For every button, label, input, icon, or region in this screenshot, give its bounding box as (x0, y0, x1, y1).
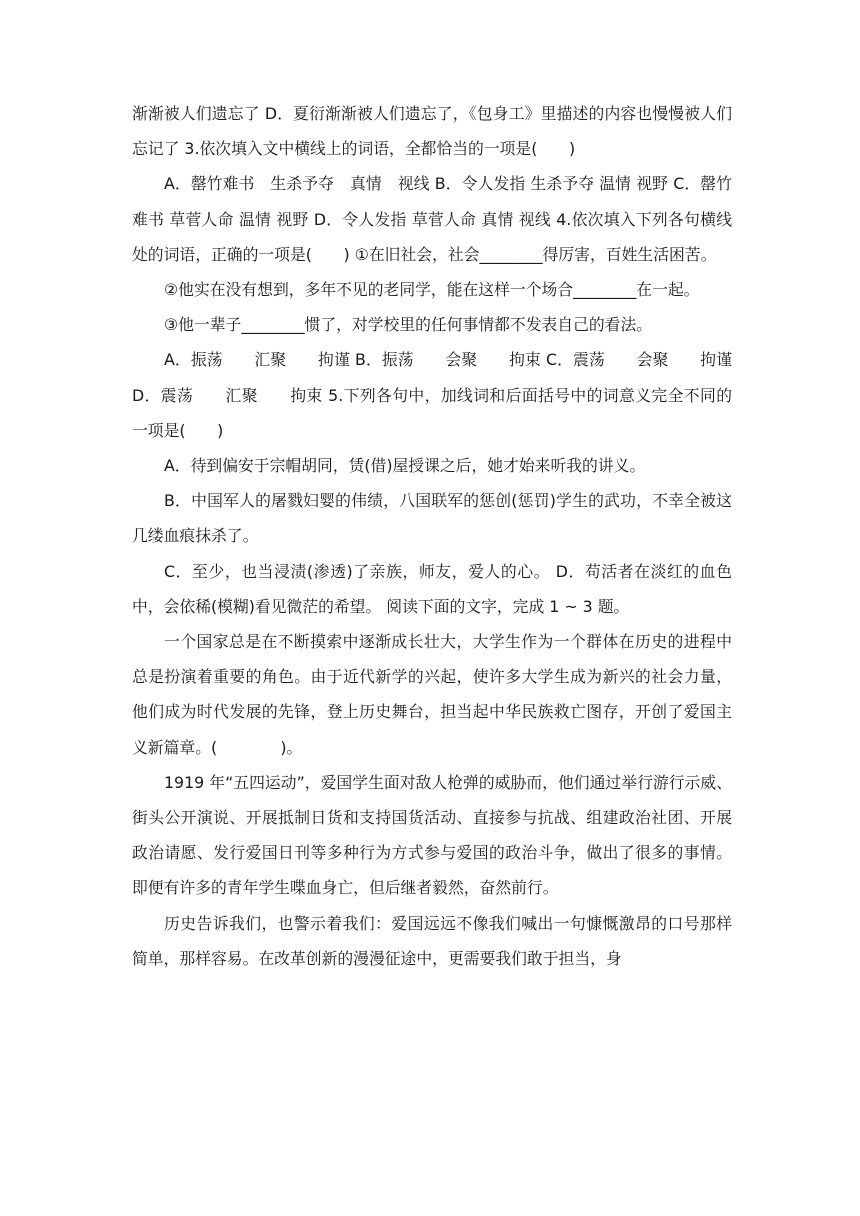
paragraph-11: 历史告诉我们，也警示着我们：爱国远远不像我们喊出一句慷慨激昂的口号那样简单，那样容易。在改革创新的漫漫征途中，更需要我们敢于担当，身 (132, 913, 732, 968)
paragraph-7: B．中国军人的屠戮妇婴的伟绩，八国联军的惩创(惩罚)学生的武功，不幸全被这几缕血痕抹杀了。 (132, 491, 732, 546)
paragraph-5: A．振荡 汇聚 拘谨 B．振荡 会聚 拘束 C．震荡 会聚 拘谨 D．震荡 汇聚 拘束 5.下列各句中，加线词和后面括号中的词意义完全不同的一项是( ) (132, 350, 732, 440)
paragraph-6: A．待到偏安于宗帽胡同，赁(借)屋授课之后，她才始来听我的讲义。 (164, 456, 646, 476)
document-page (132, 96, 732, 976)
paragraph-4: ③他一辈子________惯了，对学校里的任何事情都不发表自己的看法。 (164, 315, 653, 335)
paragraph-10: 1919 年“五四运动”，爱国学生面对敌人枪弹的威胁而，他们通过举行游行示威、街头公开演说、开展抵制日货和支持国货活动、直接参与抗战、组建政治社团、开展政治请愿、发行爱国日刊等多种行为方式参与爱国的政治斗争，做出了很多的事情。即便有许多的青年学生喋血身亡，但后继者毅然，奋然前行。 (132, 772, 732, 898)
paragraph-3: ②他实在没有想到，多年不见的老同学，能在这样一个场合________在一起。 (164, 280, 700, 300)
paragraph-8: C．至少，也当浸渍(渗透)了亲族，师友，爱人的心。 D．苟活者在淡红的血色中，会依稀(模糊)看见微茫的希望。 阅读下面的文字，完成 1 ~ 3 题。 (132, 561, 732, 616)
paragraph-2: A．罄竹难书 生杀予夺 真情 视线 B．令人发指 生杀予夺 温情 视野 C．罄竹难书 草菅人命 温情 视野 D．令人发指 草菅人命 真情 视线 4.依次填入下列各句横线处的词语，正确的一项是( ) ①在旧社会，社会________得厉害，百姓生活困苦。 (132, 174, 732, 264)
paragraph-1: 渐渐被人们遗忘了 D．夏衍渐渐被人们遗忘了，《包身工》里描述的内容也慢慢被人们忘记了 3.依次填入文中横线上的词语，全都恰当的一项是( ) (132, 104, 732, 159)
paragraph-9: 一个国家总是在不断摸索中逐渐成长壮大，大学生作为一个群体在历史的进程中总是扮演着重要的角色。由于近代新学的兴起，使许多大学生成为新兴的社会力量，他们成为时代发展的先锋，登上历史舞台，担当起中华民族救亡图存，开创了爱国主义新篇章。( )。 (132, 632, 732, 757)
